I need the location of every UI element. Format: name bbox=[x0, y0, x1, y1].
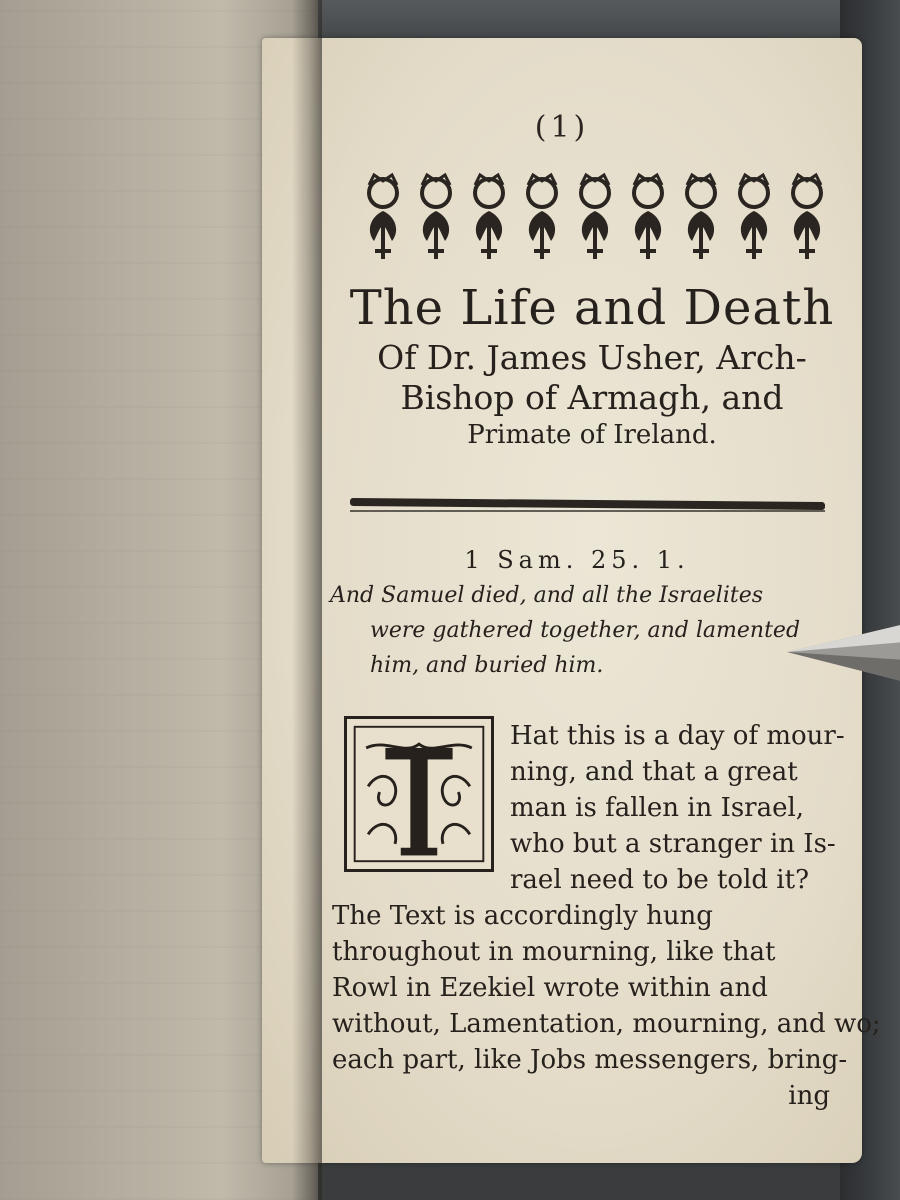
title-line: Primate of Ireland. bbox=[467, 420, 717, 450]
text-line: ning, and that a great bbox=[510, 757, 798, 787]
title-line: Of Dr. James Usher, Arch- bbox=[377, 338, 807, 377]
scripture-line: were gathered together, and lamented bbox=[370, 618, 801, 643]
page-number: (1) bbox=[534, 110, 590, 145]
fleur-de-lis-icon bbox=[360, 171, 406, 263]
fleur-de-lis-icon bbox=[784, 171, 830, 263]
text-line: Rowl in Ezekiel wrote within and bbox=[332, 973, 768, 1003]
fleur-de-lis-icon bbox=[466, 171, 512, 263]
divider-rule bbox=[350, 498, 825, 510]
scripture-quote bbox=[330, 578, 850, 683]
scripture-line: And Samuel died, and all the Israelites bbox=[330, 583, 764, 608]
text-line: The Text is accordingly hung bbox=[332, 901, 713, 931]
fleur-de-lis-icon bbox=[731, 171, 777, 263]
fleur-de-lis-icon bbox=[625, 171, 671, 263]
text-line: who but a stranger in Is- bbox=[510, 829, 836, 859]
scripture-line: him, and buried him. bbox=[370, 653, 604, 678]
text-line: throughout in mourning, like that bbox=[332, 937, 776, 967]
text-line: without, Lamentation, mourning, and wo; bbox=[332, 1009, 881, 1039]
text-line: Hat this is a day of mour- bbox=[510, 721, 845, 751]
pointer-pen-icon bbox=[785, 620, 900, 700]
fleur-de-lis-icon bbox=[519, 171, 565, 263]
catchword: ing bbox=[788, 1081, 830, 1111]
title-line: Bishop of Armagh, and bbox=[400, 378, 784, 417]
scripture-reference: 1 Sam. 25. 1. bbox=[464, 546, 690, 574]
ornament-band bbox=[360, 171, 830, 266]
fleur-de-lis-icon bbox=[678, 171, 724, 263]
book-gutter-shadow bbox=[292, 0, 322, 1200]
book-page bbox=[262, 38, 881, 1163]
title-line: The Life and Death bbox=[349, 280, 835, 336]
body-paragraph bbox=[332, 718, 881, 1114]
fleur-de-lis-icon bbox=[413, 171, 459, 263]
text-line: rael need to be told it? bbox=[510, 865, 810, 895]
text-line: man is fallen in Israel, bbox=[510, 793, 805, 823]
background-top bbox=[300, 0, 900, 40]
book-title bbox=[332, 278, 852, 452]
divider-rule-thin bbox=[350, 510, 825, 512]
fleur-de-lis-icon bbox=[572, 171, 618, 263]
text-line: each part, like Jobs messengers, bring- bbox=[332, 1045, 848, 1075]
